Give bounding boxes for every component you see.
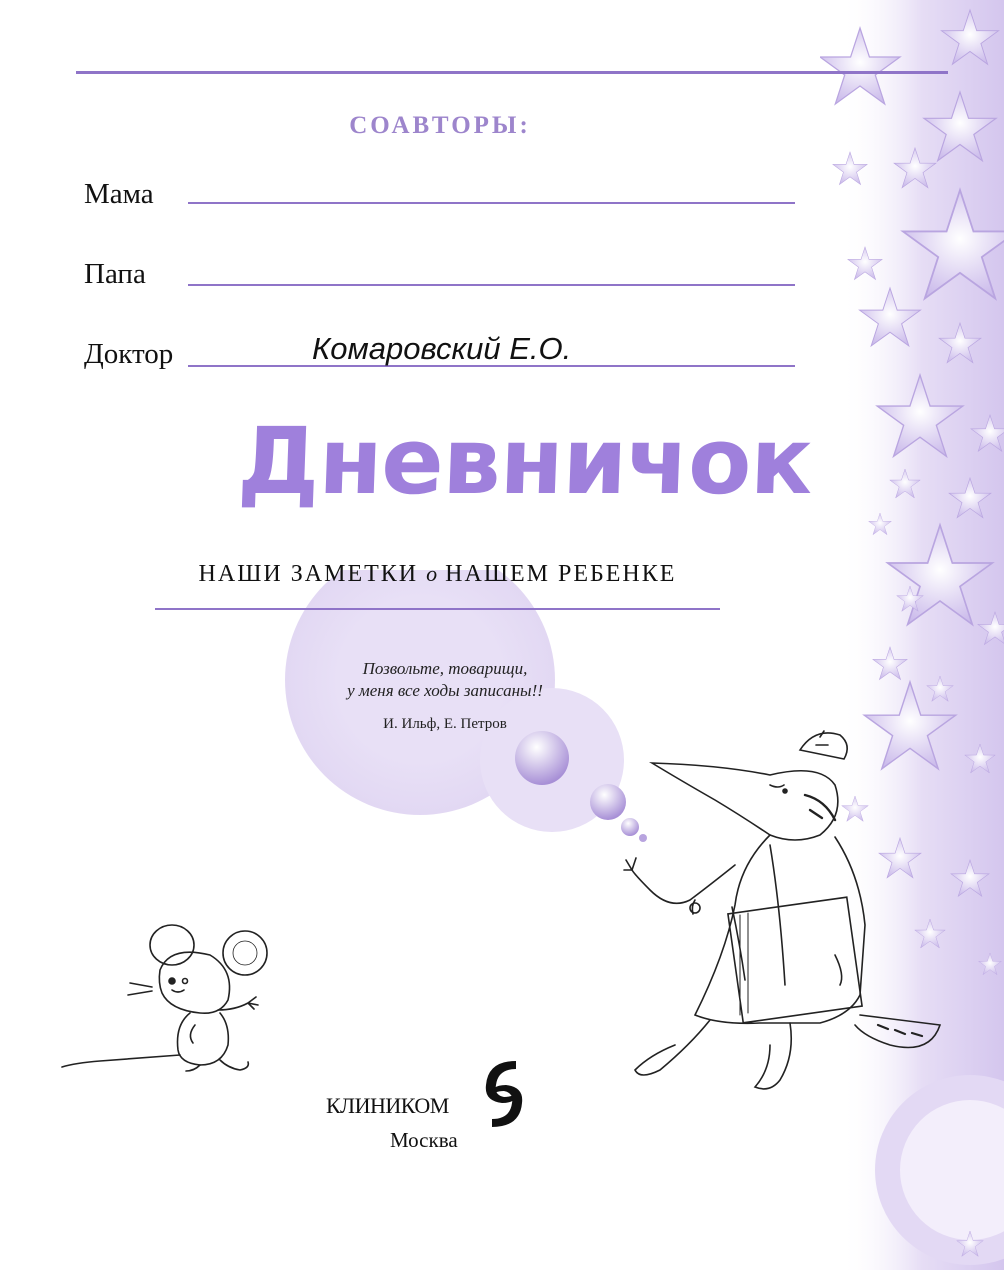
quote-line-2: у меня все ходы записаны!! bbox=[347, 681, 543, 700]
fox-doctor-illustration bbox=[620, 725, 950, 1095]
coauthors-heading: СОАВТОРЫ: bbox=[349, 112, 531, 139]
subtitle-part1: НАШИ ЗАМЕТКИ bbox=[198, 561, 419, 587]
field-line-mama[interactable] bbox=[188, 202, 795, 204]
quote-author: И. Ильф, Е. Петров bbox=[383, 716, 507, 732]
subtitle-part2: НАШЕМ РЕБЕНКЕ bbox=[445, 561, 677, 587]
doctor-name-value: Комаровский Е.О. bbox=[312, 331, 572, 366]
subtitle bbox=[155, 561, 720, 588]
main-title: Дневничок bbox=[236, 408, 814, 515]
field-label-mama: Мама bbox=[84, 178, 154, 210]
subtitle-divider bbox=[155, 608, 720, 610]
publisher-city: Москва bbox=[390, 1128, 458, 1152]
top-divider bbox=[76, 71, 948, 74]
quote-text bbox=[300, 658, 590, 702]
field-label-papa: Папа bbox=[84, 258, 146, 290]
field-line-papa[interactable] bbox=[188, 284, 795, 286]
publisher-logo-icon bbox=[478, 1055, 530, 1133]
mouse-illustration bbox=[60, 915, 270, 1075]
publisher-name: КЛИНИКОМ bbox=[326, 1093, 449, 1118]
subtitle-connector: о bbox=[426, 561, 438, 586]
field-label-doctor: Доктор bbox=[84, 338, 174, 370]
quote-line-1: Позвольте, товарищи, bbox=[362, 659, 528, 678]
